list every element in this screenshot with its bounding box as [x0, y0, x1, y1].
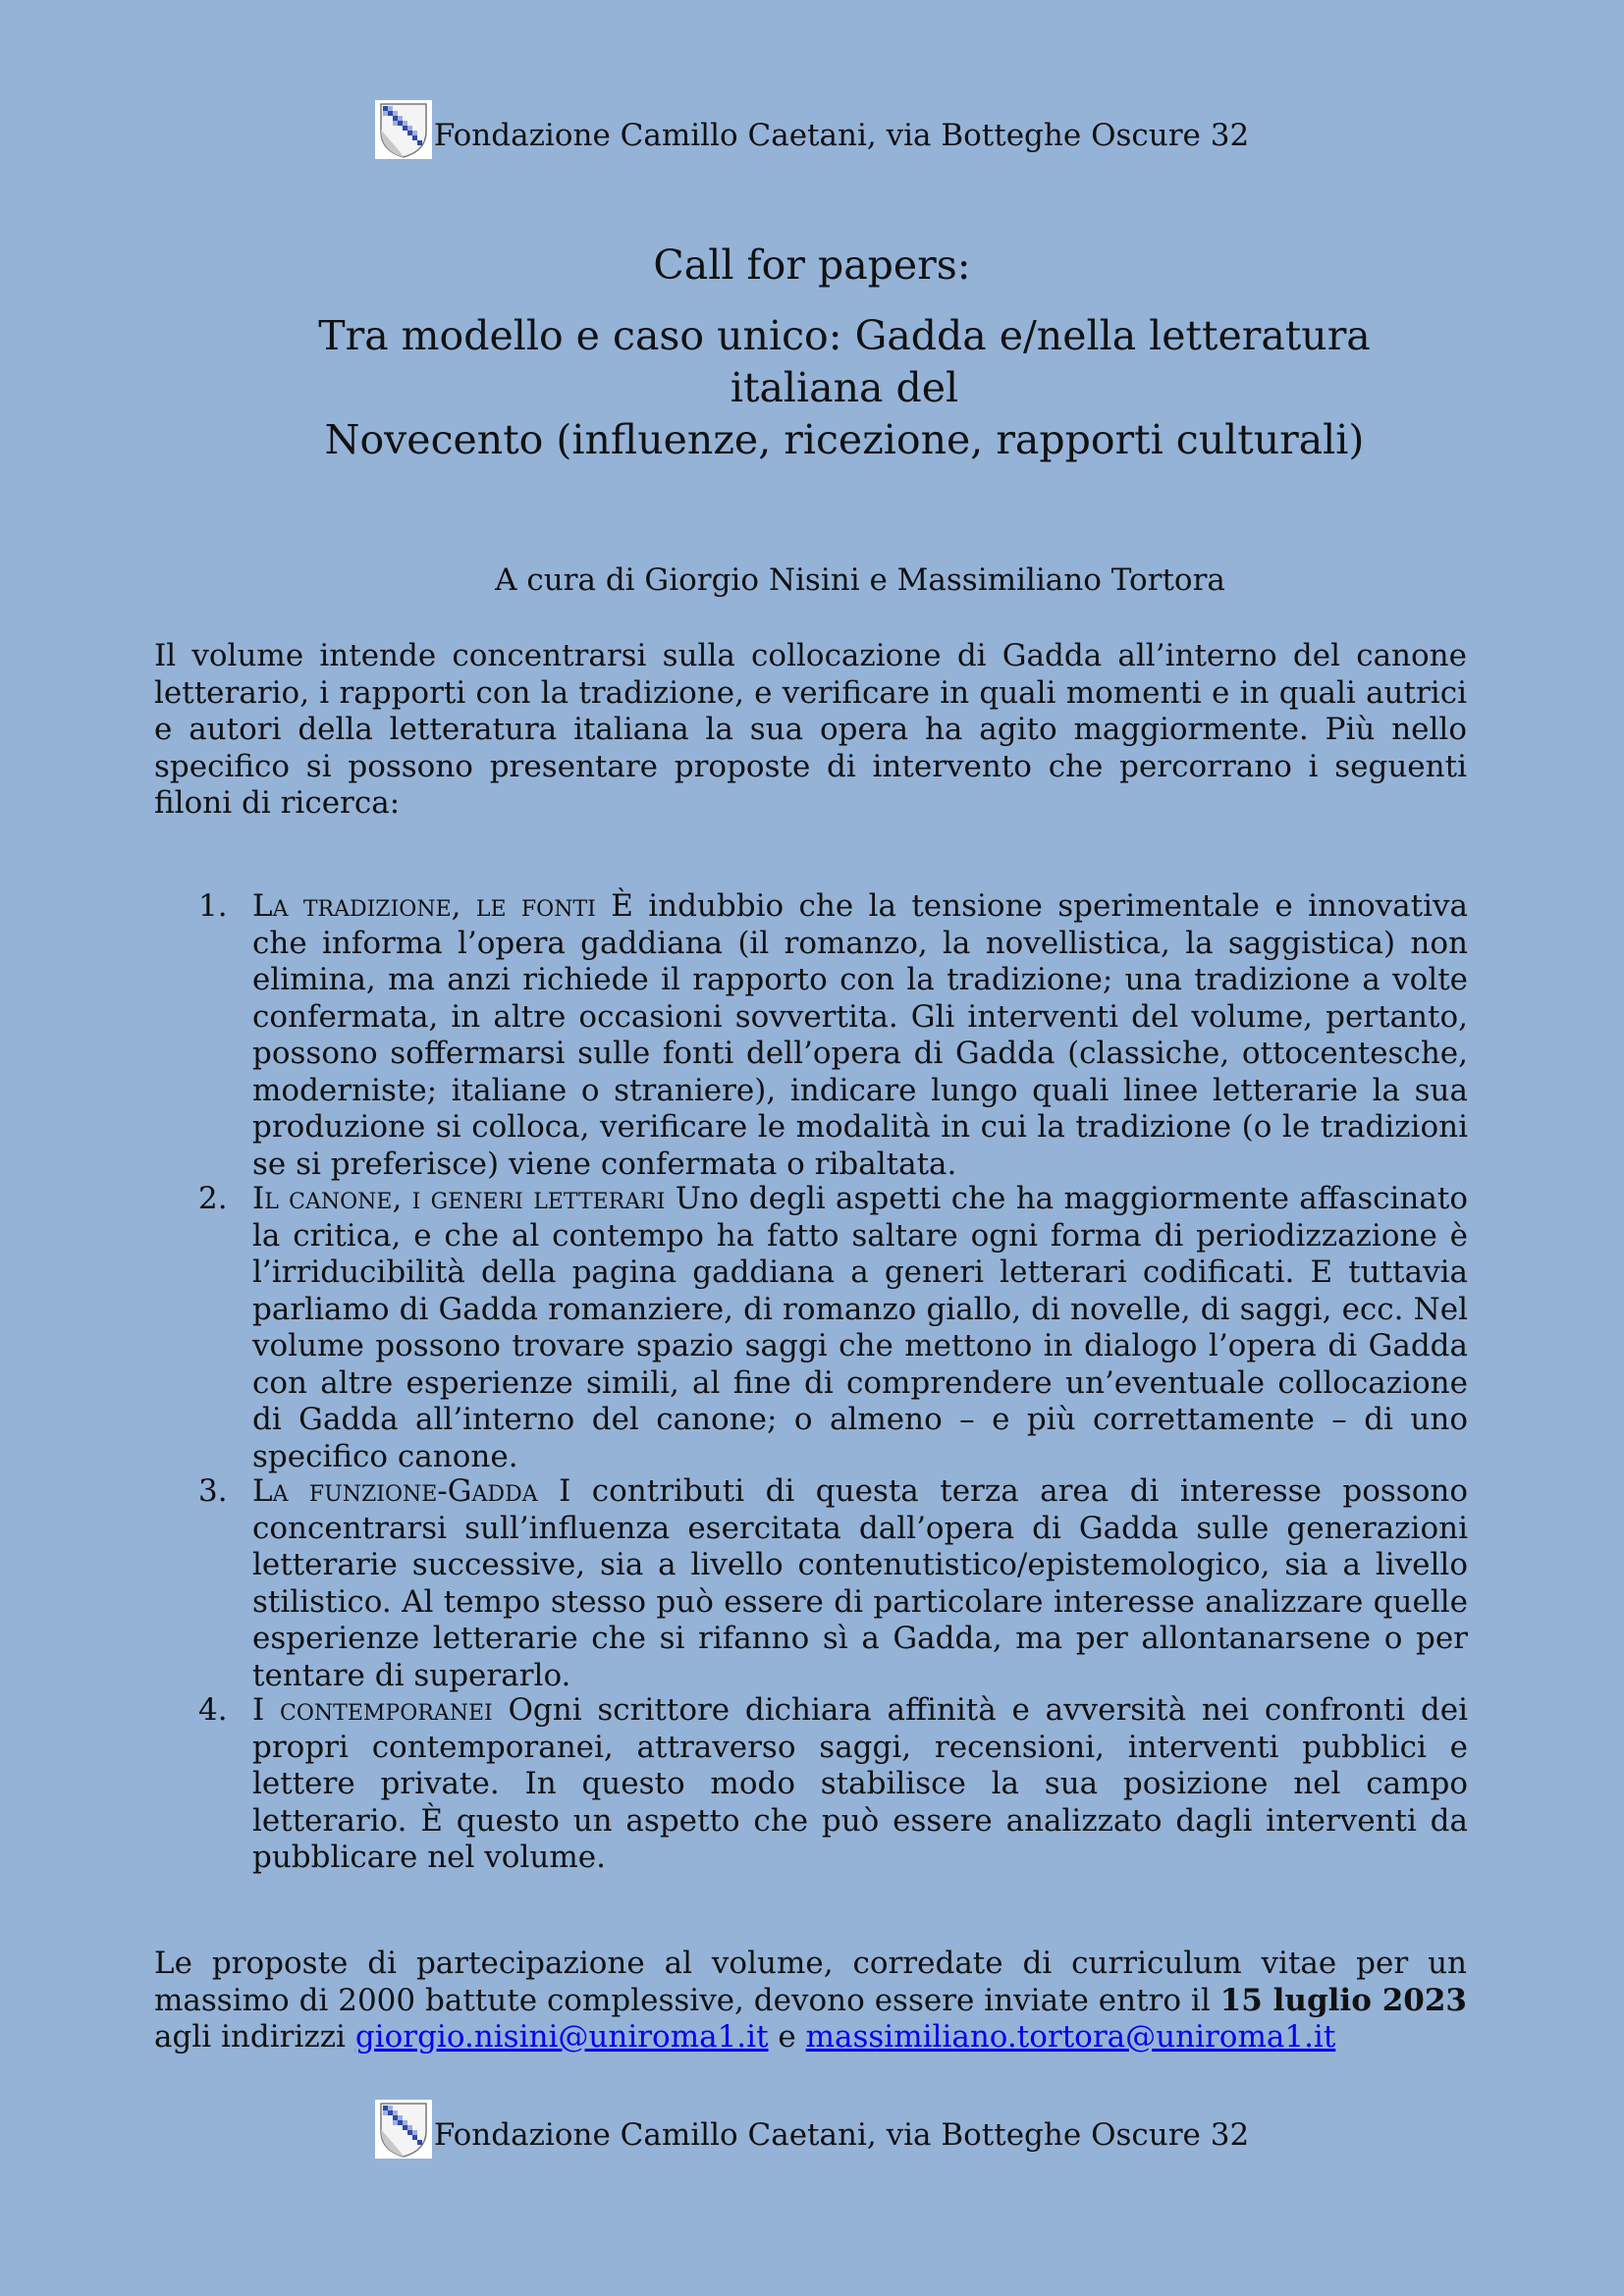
list-item-number: 4. [198, 1692, 228, 1728]
list-item-number: 2. [198, 1181, 228, 1216]
coat-of-arms-icon [375, 100, 432, 159]
list-item-number: 1. [198, 888, 228, 924]
email-link-nisini[interactable]: giorgio.nisini@uniroma1.it [354, 2019, 769, 2055]
volume-title-line-1: Tra modello e caso unico: Gadda e/nella letteratura italiana del [318, 312, 1371, 411]
call-for-papers-title: Call for papers: [653, 241, 971, 289]
list-item [198, 1181, 1468, 1475]
editors-line: A cura di Giorgio Nisini e Massimiliano Tortora [495, 562, 1225, 598]
closing-text-after: agli indirizzi [154, 2019, 355, 2055]
list-item-heading: La funzione-Gadda [252, 1473, 538, 1509]
volume-title-line-2: Novecento (influenze, ricezione, rapporti culturali) [324, 416, 1365, 463]
list-item [198, 1692, 1468, 1877]
header [0, 96, 1624, 155]
deadline-date: 15 luglio 2023 [1219, 1982, 1467, 2018]
list-item-heading: I contemporanei [252, 1692, 493, 1728]
closing-paragraph [154, 1946, 1467, 2056]
footer [0, 2096, 1624, 2155]
list-item-text: I contributi di questa terza area di interesse possono concentrarsi sull’influenza esercitata dall’opera di Gadda sulle generazioni letterarie successive, sia a livello contenutistico/epistemologico, sia a livello stilistico. Al tempo stesso può essere di particolare interesse analizzare quelle esperienze letterarie che si rifanno sì a Gadda, ma per allontanarsene o per tentare di superarlo. [252, 1473, 1469, 1693]
intro-paragraph: Il volume intende concentrarsi sulla collocazione di Gadda all’interno del canone letterario, i rapporti con la tradizione, e verificare in quali momenti e in quali autrici e autori della letteratura italiana la sua opera ha agito maggiormente. Più nello specifico si possono presentare proposte di intervento che percorrano i seguenti filoni di ricerca: [154, 638, 1467, 821]
closing-conjunction: e [768, 2019, 806, 2055]
list-item-text: Uno degli aspetti che ha maggiormente affascinato la critica, e che al contempo ha fatto saltare ogni forma di periodizzazione è l’irriducibilità della pagina gaddiana a generi letterari codificati. E tuttavia parliamo di Gadda romanziere, di romanzo giallo, di novelle, di saggi, ecc. Nel volume possono trovare spazio saggi che mettono in dialogo l’opera di Gadda con altre esperienze simili, al fine di comprendere un’eventuale collocazione di Gadda all’interno del canone; o almeno – e più correttamente – di uno specifico canone. [252, 1181, 1468, 1474]
volume-title [236, 310, 1453, 466]
list-item-heading: Il canone, i generi letterari [252, 1181, 666, 1216]
coat-of-arms-icon [375, 2100, 432, 2159]
email-link-tortora[interactable]: massimiliano.tortora@uniroma1.it [805, 2019, 1336, 2055]
list-item [198, 888, 1468, 1183]
list-item-text: Ogni scrittore dichiara affinità e avversità nei confronti dei propri contemporanei, attraverso saggi, recensioni, interventi pubblici e lettere private. In questo modo stabilisce la sua posizione nel campo letterario. È questo un aspetto che può essere analizzato dagli interventi da pubblicare nel volume. [252, 1692, 1468, 1875]
list-item-number: 3. [198, 1473, 228, 1509]
list-item [198, 1473, 1469, 1694]
closing-text-before: Le proposte di partecipazione al volume, corredate di curriculum vitae per un massimo di 2000 battute complessive, devono essere inviate entro il [154, 1946, 1467, 2018]
list-item-heading: La tradizione, le fonti [252, 888, 596, 924]
list-item-text: È indubbio che la tensione sperimentale e innovativa che informa l’opera gaddiana (il romanzo, la novellistica, la saggistica) non elimina, ma anzi richiede il rapporto con la tradizione; una tradizione a volte confermata, in altre occasioni sovvertita. Gli interventi del volume, pertanto, possono soffermarsi sulle fonti dell’opera di Gadda (classiche, ottocentesche, moderniste; italiane o straniere), indicare lungo quali linee letterarie la sua produzione si colloca, verificare le modalità in cui la tradizione (o le tradizioni se si preferisce) viene confermata o ribaltata. [252, 888, 1468, 1182]
footer-text: Fondazione Camillo Caetani, via Botteghe Oscure 32 [433, 2117, 1250, 2153]
header-text: Fondazione Camillo Caetani, via Botteghe Oscure 32 [433, 118, 1250, 153]
